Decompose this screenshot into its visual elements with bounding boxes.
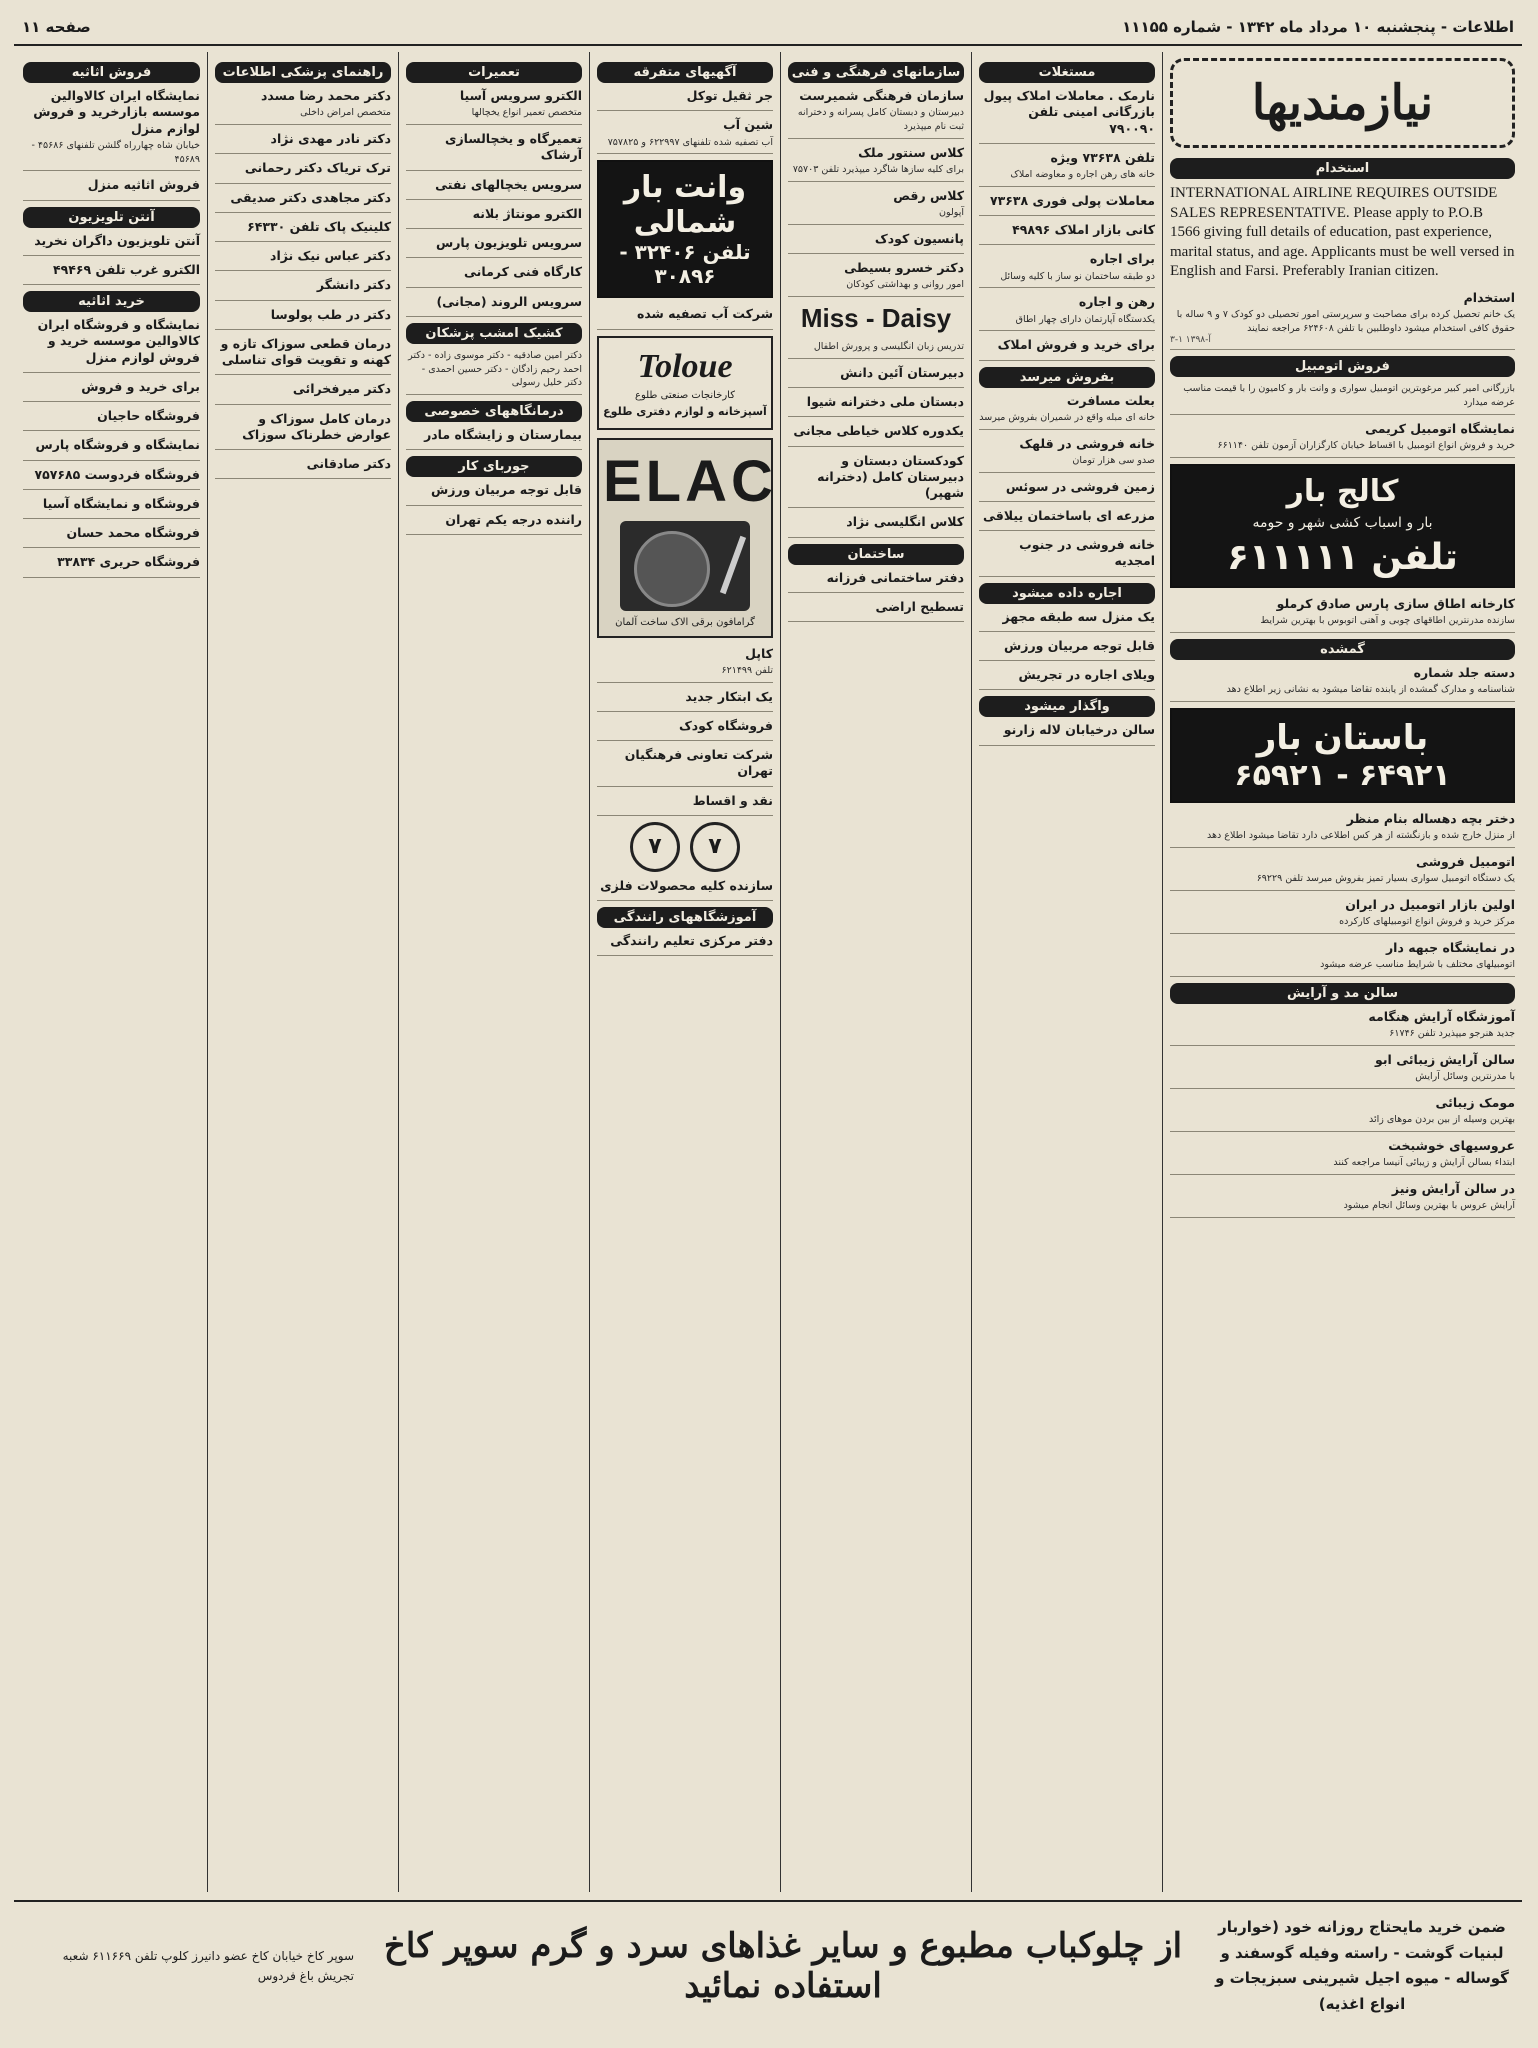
- footer-right: ضمن خرید مایحتاج روزانه خود (خواربار لبنیات گوشت - راسته وفیله گوسفند و گوساله - میوه اجیل شیرینی سبزیجات و انواع اغذیه): [1215, 1918, 1509, 2013]
- ad-rent-1: یک منزل سه طبقه مجهز: [979, 609, 1155, 632]
- column-6: [207, 52, 398, 1892]
- category-furniture-sale: فروش اثاثیه: [23, 62, 200, 83]
- miss-daisy-logo: Miss - Daisy: [800, 303, 952, 334]
- category-medical: راهنمای پزشکی اطلاعات: [215, 62, 391, 83]
- category-lost: گمشده: [1170, 639, 1515, 660]
- ad-car-1: بازرگانی امیر کبیر مرغوبترین اتومبیل سواری و وانت بار و کامیون را با قیمت مناسب عرضه میدارد: [1170, 382, 1515, 415]
- ad-edu-9: یکدوره کلاس خیاطی مجانی: [788, 423, 964, 446]
- ad-jebeh: در نمایشگاه جبهه دار اتومبیلهای مختلف با شرایط مناسب عرضه میشود: [1170, 940, 1515, 977]
- category-driving: آموزشگاههای رانندگی: [597, 907, 773, 928]
- ad-edu-7: دبیرستان آئین دانش: [788, 365, 964, 388]
- ad-job-2: راننده درجه یکم تهران: [406, 512, 582, 535]
- column-2: [971, 52, 1162, 1892]
- category-repairs: تعمیرات: [406, 62, 582, 83]
- turntable-icon: [620, 521, 750, 611]
- ad-buy-7: فروشگاه محمد حسان: [23, 525, 200, 548]
- column-3: [780, 52, 971, 1892]
- category-jobs: جوربای کار: [406, 456, 582, 477]
- ad-edu-1: سازمان فرهنگی شمیرست دبیرستان و دبستان کامل پسرانه و دخترانه ثبت نام میپذیرد: [788, 88, 964, 139]
- ad-lost: دسته جلد شماره شناسنامه و مدارک گمشده از یابنده تقاضا میشود به نشانی زیر اطلاع دهد: [1170, 665, 1515, 702]
- ad-re-5: برای اجاره دو طبقه ساختمان نو ساز با کلیه وسائل: [979, 251, 1155, 288]
- footer-banner: [14, 1900, 1522, 2030]
- category-car-sale: فروش اتومبیل: [1170, 356, 1515, 377]
- ad-rent-3: ویلای اجاره در تجریش: [979, 667, 1155, 690]
- ad-car-3: اتومبیل فروشی یک دستگاه اتومبیل سواری بسیار تمیز بفروش میرسد تلفن ۶۹۲۲۹: [1170, 854, 1515, 891]
- elac-ad: ELAC گرامافون برقی الاک ساخت آلمان: [597, 438, 773, 638]
- ad-buy-6: فروشگاه و نمایشگاه آسیا: [23, 496, 200, 519]
- ad-repair-3: سرویس یخچالهای نفتی: [406, 177, 582, 200]
- ad-re-3: معاملات پولی فوری ۷۳۶۳۸: [979, 193, 1155, 216]
- ad-car-bazar: اولین بازار اتومبیل در ایران مرکز خرید و فروش انواع اتومبیلهای کارکرده: [1170, 897, 1515, 934]
- category-for-sale: بفروش میرسد: [979, 367, 1155, 388]
- ad-pars: کارخانه اطاق سازی پارس صادق کرملو سازنده مدرنترین اطاقهای چوبی و آهنی اتوبوس با بهترین شرایط: [1170, 596, 1515, 633]
- ad-repair-7: سرویس الروند (مجانی): [406, 294, 582, 317]
- ad-med-1: دکتر محمد رضا مسدد متخصص امراض داخلی: [215, 88, 391, 125]
- ad-buy-8: فروشگاه حریری ۳۳۸۳۴: [23, 554, 200, 577]
- ad-med-9: درمان قطعی سوزاک تازه و کهنه و تقویت قوای تناسلی: [215, 336, 391, 376]
- ad-edu-2: کلاس سنتور ملک برای کلیه سازها شاگرد میپذیرد تلفن ۷۵۷۰۳: [788, 145, 964, 182]
- ad-drive-1: دفتر مرکزی تعلیم رانندگی: [597, 933, 773, 956]
- category-doctors-on-call: کشیک امشب پزشکان: [406, 323, 582, 344]
- ad-salon-3: مومک زیبائی بهترین وسیله از بین بردن موهای زائد: [1170, 1095, 1515, 1132]
- ad-buy-4: نمایشگاه و فروشگاه پارس: [23, 437, 200, 460]
- ad-re-7: برای خرید و فروش املاک: [979, 337, 1155, 360]
- ad-med-10: دکتر میرفخرائی: [215, 381, 391, 404]
- ad-re-4: کانی بازار املاک ۴۹۸۹۶: [979, 222, 1155, 245]
- footer-headline: از چلوکباب مطبوع و سایر غذاهای سرد و گرم سوپر کاخ استفاده نمائید: [383, 1926, 1183, 2006]
- ad-med-3: ترک تریاک دکتر رحمانی: [215, 160, 391, 183]
- category-transfer: واگذار میشود: [979, 696, 1155, 717]
- masthead: [14, 10, 1522, 46]
- ad-med-11: درمان کامل سوزاک و عوارض خطرناک سوزاک: [215, 411, 391, 451]
- ad-transfer-1: سالن درخیابان لاله زارنو: [979, 722, 1155, 745]
- section-title: نیازمندیها: [1170, 58, 1515, 148]
- ad-misc-5: کاپل تلفن ۶۲۱۴۹۹: [597, 646, 773, 683]
- ad-car-2: نمایشگاه اتومبیل کریمی خرید و فروش انواع اتومبیل با اقساط خیابان کارگزاران آزمون تلفن ۶۶۱۱۴۰: [1170, 421, 1515, 458]
- ad-rent-2: قابل توجه مربیان ورزش: [979, 638, 1155, 661]
- issue-line: اطلاعات - پنجشنبه ۱۰ مرداد ماه ۱۳۴۲ - شماره ۱۱۱۵۵: [1122, 18, 1514, 36]
- toloue-ad: Toloue کارخانجات صنعتی طلوع آسپزخانه و لوازم دفتری طلوع: [597, 336, 773, 430]
- ad-furn-2: فروش اثاثیه منزل: [23, 177, 200, 200]
- category-misc: آگهیهای متفرقه: [597, 62, 773, 83]
- ad-job-1: قابل توجه مربیان ورزش: [406, 482, 582, 505]
- ad-buy-3: فروشگاه حاجیان: [23, 408, 200, 431]
- ad-misc-1: جر ثقیل توکل: [597, 88, 773, 111]
- ad-re-2: تلفن ۷۳۶۳۸ ویژه خانه های رهن اجاره و معاوضه املاک: [979, 150, 1155, 187]
- ad-edu-3: کلاس رقص آپولون: [788, 188, 964, 225]
- ad-med-4: دکتر مجاهدی دکتر صدیقی: [215, 190, 391, 213]
- category-for-rent: اجاره داده میشود: [979, 583, 1155, 604]
- ad-employment: استخدام یک خانم تحصیل کرده برای مصاحبت و سرپرستی امور تحصیلی دو کودک ۷ و ۹ ساله با حقوق کافی استخدام میشود داوطلبین با تلفن ۶۲۴۶۰۸ مراجعه نمایند ۳-۱ آ-۱۳۹۸: [1170, 290, 1515, 351]
- ad-med-2: دکتر نادر مهدی نژاد: [215, 131, 391, 154]
- ad-build-1: دفتر ساختمانی فرزانه: [788, 570, 964, 593]
- ad-antenna-1: آنتن تلویزیون داگران نخرید: [23, 233, 200, 256]
- promo-bastan-bar: باستان بار ۶۴۹۲۱ - ۶۵۹۲۱: [1170, 708, 1515, 803]
- ad-med-7: دکتر دانشگر: [215, 277, 391, 300]
- ad-edu-6: تدریس زبان انگلیسی و پرورش اطفال: [788, 340, 964, 359]
- ad-repair-2: تعمیرگاه و یخچالسازی آرشاک: [406, 131, 582, 171]
- ad-repair-1: الکترو سرویس آسیا متخصص تعمیر انواع یخچالها: [406, 88, 582, 125]
- ad-salon-4: عروسیهای خوشبخت ابتداء بسالن آرایش و زیبائی آنیسا مراجعه کنند: [1170, 1138, 1515, 1175]
- category-construction: ساختمان: [788, 544, 964, 565]
- ad-edu-10: کودکستان دبستان و دبیرستان کامل (دخترانه شهپر): [788, 453, 964, 509]
- ad-edu-11: کلاس انگلیسی نژاد: [788, 514, 964, 537]
- toloue-logo: Toloue: [637, 347, 733, 385]
- ad-antenna-2: الکترو غرب تلفن ۴۹۴۶۹: [23, 262, 200, 285]
- ad-med-12: دکتر صادقانی: [215, 456, 391, 479]
- ad-misc-7: فروشگاه کودک: [597, 718, 773, 741]
- ad-furn-1: نمایشگاه ایران کالاوالین موسسه بازارخرید و فروش لوازم منزل خیابان شاه چهارراه گلشن تلفنهای ۴۵۶۸۶ - ۴۵۶۸۹: [23, 88, 200, 171]
- ad-sale-5: خانه فروشی در جنوب امجدیه: [979, 537, 1155, 577]
- category-cultural: سازمانهای فرهنگی و فنی: [788, 62, 964, 83]
- category-furniture-buy: خرید اثاثیه: [23, 291, 200, 312]
- ad-sale-2: خانه فروشی در قلهک صدو سی هزار تومان: [979, 436, 1155, 473]
- ad-doctors: دکتر امین صادقیه - دکتر موسوی زاده - دکتر احمد رحیم زادگان - دکتر حسین احمدی - دکتر خلیل رسولی: [406, 349, 582, 395]
- page-label: صفحه ۱۱: [22, 18, 91, 36]
- ad-salon-5: در سالن آرایش ونیز آرایش عروس با بهترین وسائل انجام میشود: [1170, 1181, 1515, 1218]
- ad-sale-1: بعلت مسافرت خانه ای مبله واقع در شمیران بفروش میرسد: [979, 393, 1155, 430]
- ad-misc-9: نقد و اقساط: [597, 793, 773, 816]
- ad-buy-5: فروشگاه فردوست ۷۵۷۶۸۵: [23, 467, 200, 490]
- column-4: [589, 52, 780, 1892]
- ad-repair-5: سرویس تلویزیون پارس: [406, 235, 582, 258]
- installment-icons: ۷ ۷: [597, 822, 773, 872]
- promo-college-bar: کالج بار بار و اسباب کشی شهر و حومه تلفن ۶۱۱۱۱۱: [1170, 464, 1515, 588]
- ad-sale-4: مزرعه ای باساختمان ییلاقی: [979, 508, 1155, 531]
- ad-edu-5: دکتر خسرو بسیطی امور روانی و بهداشتی کودکان: [788, 260, 964, 297]
- ad-salon-1: آموزشگاه آرایش هنگامه جدید هنرجو میپذیرد تلفن ۶۱۷۴۶: [1170, 1009, 1515, 1046]
- ad-girl: دختر بچه دهساله بنام منظر از منزل خارج شده و بازنگشته از هر کس اطلاعی دارد تقاضا میشود اطلاع دهد: [1170, 811, 1515, 848]
- ad-re-6: رهن و اجاره یکدستگاه آپارتمان دارای چهار اطاق: [979, 294, 1155, 331]
- ad-build-2: تسطیح اراضی: [788, 599, 964, 622]
- ad-edu-8: دبستان ملی دخترانه شیوا: [788, 394, 964, 417]
- ad-repair-6: کارگاه فنی کرمانی: [406, 264, 582, 287]
- ad-misc-3: شرکت آب تصفیه شده: [597, 306, 773, 329]
- ad-sale-3: زمین فروشی در سوئس: [979, 479, 1155, 502]
- ad-edu-4: پانسیون کودک: [788, 231, 964, 254]
- columns: [14, 52, 1522, 1892]
- category-salon: سالن مد و آرایش: [1170, 983, 1515, 1004]
- ad-buy-1: نمایشگاه و فروشگاه ایران کالاوالین موسسه خرید و فروش لوازم منزل: [23, 317, 200, 373]
- column-5: [398, 52, 589, 1892]
- category-real-estate: مستغلات: [979, 62, 1155, 83]
- ad-misc-6: یک ابتکار جدید: [597, 689, 773, 712]
- ad-re-1: نارمک . معاملات املاک پیول بازرگانی امینی تلفن ۷۹۰۰۹۰: [979, 88, 1155, 144]
- ad-med-6: دکتر عباس نیک نژاد: [215, 248, 391, 271]
- promo-vanet-bar: وانت بار شمالی تلفن ۳۲۴۰۶ - ۳۰۸۹۶: [597, 160, 773, 298]
- footer-left: سوپر کاخ خیابان کاخ عضو دانیرز کلوپ تلفن ۶۱۱۶۶۹ شعبه تجریش باغ فردوس: [62, 1948, 354, 1983]
- ad-misc-10: سازنده کلیه محصولات فلزی: [597, 878, 773, 901]
- english-ad: INTERNATIONAL AIRLINE REQUIRES OUTSIDE SALES REPRESENTATIVE. Please apply to P.O.B 1566 giving full details of education, past experience, marital status, and age. Applicants must be well versed in English and Farsi. Preferably Iranian citizen.: [1170, 185, 1515, 279]
- elac-logo: ELAC: [603, 448, 777, 514]
- ad-misc-8: شرکت تعاونی فرهنگیان تهران: [597, 747, 773, 787]
- ad-misc-2: شین آب آب تصفیه شده تلفنهای ۶۲۲۹۹۷ و ۷۵۷۸۲۵: [597, 117, 773, 154]
- ad-buy-2: برای خرید و فروش: [23, 379, 200, 402]
- ad-clinic-1: بیمارستان و زایشگاه مادر: [406, 427, 582, 450]
- category-employment: استخدام: [1170, 158, 1515, 179]
- ad-med-8: دکتر در طب پولوسا: [215, 307, 391, 330]
- column-1: [1162, 52, 1522, 1892]
- category-tv-antenna: آنتن تلویزیون: [23, 207, 200, 228]
- newspaper-page: [14, 10, 1522, 2040]
- column-7: [16, 52, 207, 1892]
- ad-salon-2: سالن آرایش زیبائی ابو با مدرنترین وسائل آرایش: [1170, 1052, 1515, 1089]
- category-clinics: درمانگاههای خصوصی: [406, 401, 582, 422]
- ad-repair-4: الکترو مونتاژ بلانه: [406, 206, 582, 229]
- ad-med-5: کلینیک پاک تلفن ۶۴۳۳۰: [215, 219, 391, 242]
